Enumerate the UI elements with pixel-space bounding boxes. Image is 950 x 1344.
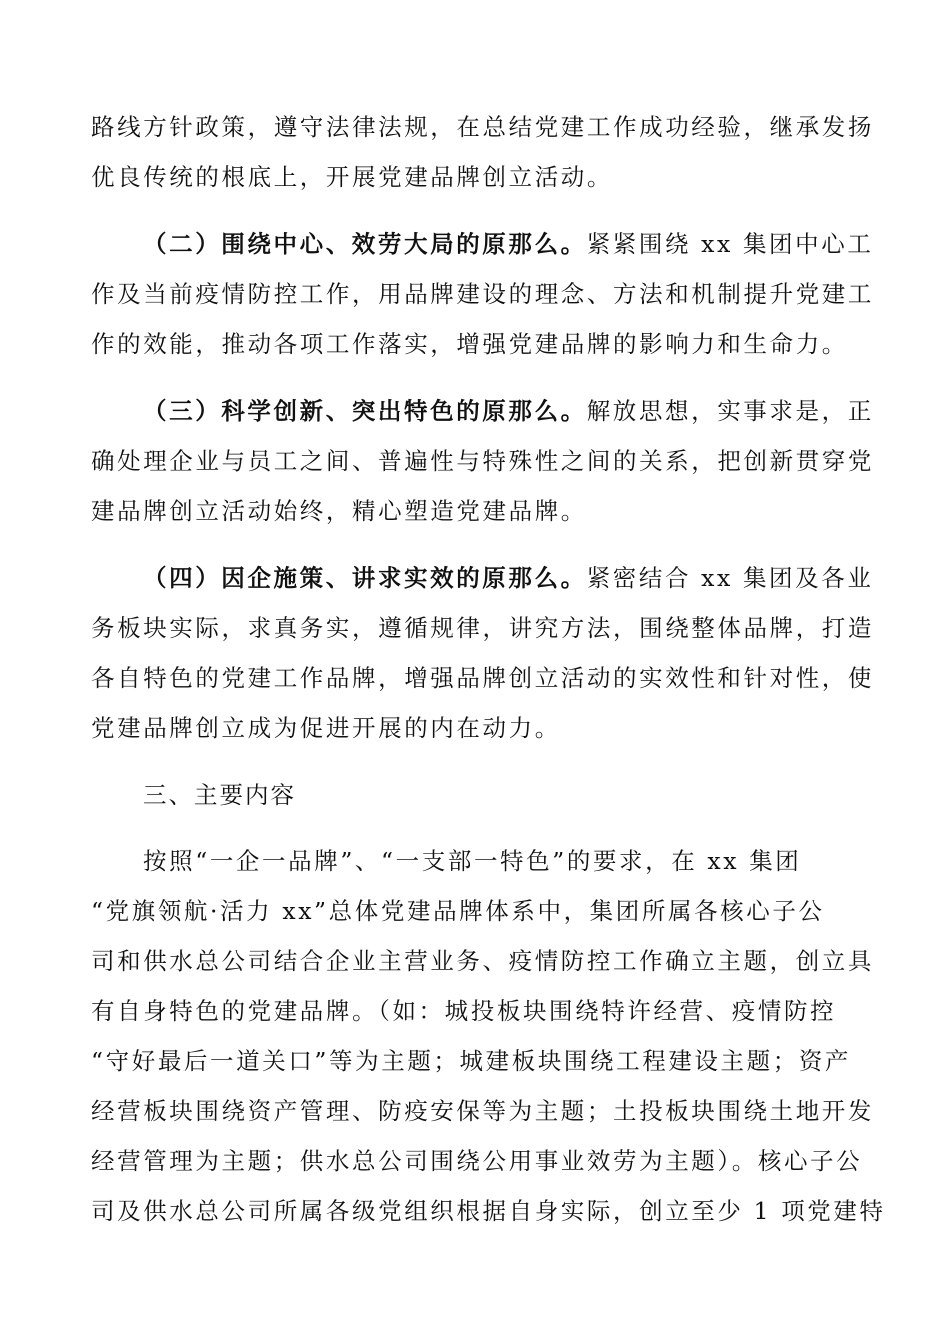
paragraph-line: 务板块实际，求真务实，遵循规律，讲究方法，围绕整体品牌，打造 [91, 614, 874, 642]
principle-2-text: 紧紧围绕 xx 集团中心工 [586, 230, 874, 258]
paragraph-line: 有自身特色的党建品牌。（如：城投板块围绕特许经营、疫情防控 [91, 997, 837, 1025]
principle-3-title: （三）科学创新、突出特色的原那么。 [143, 397, 587, 425]
paragraph-line: 司和供水总公司结合企业主营业务、疫情防控工作确立主题，创立具 [91, 947, 874, 975]
paragraph-line: 作及当前疫情防控工作，用品牌建设的理念、方法和机制提升党建工 [91, 280, 874, 308]
paragraph-line: “党旗领航·活力 xx”总体党建品牌体系中，集团所属各核心子公 [91, 897, 825, 925]
paragraph-line: 确处理企业与员工之间、普遍性与特殊性之间的关系，把创新贯穿党 [91, 447, 874, 475]
paragraph-line: 优良传统的根底上，开展党建品牌创立活动。 [91, 163, 613, 191]
paragraph-line: 各自特色的党建工作品牌，增强品牌创立活动的实效性和针对性，使 [91, 664, 874, 692]
principle-4-title: （四）因企施策、讲求实效的原那么。 [143, 564, 587, 592]
paragraph-line: 经营板块围绕资产管理、防疫安保等为主题；土投板块围绕土地开发 [91, 1097, 874, 1125]
paragraph-line: 经营管理为主题；供水总公司围绕公用事业效劳为主题）。核心子公 [91, 1147, 863, 1175]
principle-4-text: 紧密结合 xx 集团及各业 [586, 564, 874, 592]
principle-2-line [143, 229, 874, 259]
paragraph-line: 党建品牌创立成为促进开展的内在动力。 [91, 714, 561, 742]
paragraph-line: “守好最后一道关口”等为主题；城建板块围绕工程建设主题；资产 [91, 1047, 852, 1075]
principle-3-line [143, 396, 874, 426]
paragraph-line: 建品牌创立活动始终，精心塑造党建品牌。 [91, 497, 587, 525]
paragraph-line: 作的效能，推动各项工作落实，增强党建品牌的影响力和生命力。 [91, 330, 848, 358]
paragraph-line: 司及供水总公司所属各级党组织根据自身实际，创立至少 1 项党建特 [91, 1197, 886, 1225]
principle-2-title: （二）围绕中心、效劳大局的原那么。 [143, 230, 587, 258]
paragraph-line: 路线方针政策，遵守法律法规，在总结党建工作成功经验，继承发扬 [91, 113, 874, 141]
principle-4-line [143, 563, 874, 593]
principle-3-text: 解放思想，实事求是，正 [586, 397, 874, 425]
paragraph-line: 按照“一企一品牌”、“一支部一特色”的要求，在 xx 集团 [143, 847, 802, 875]
section-heading: 三、主要内容 [143, 781, 296, 809]
